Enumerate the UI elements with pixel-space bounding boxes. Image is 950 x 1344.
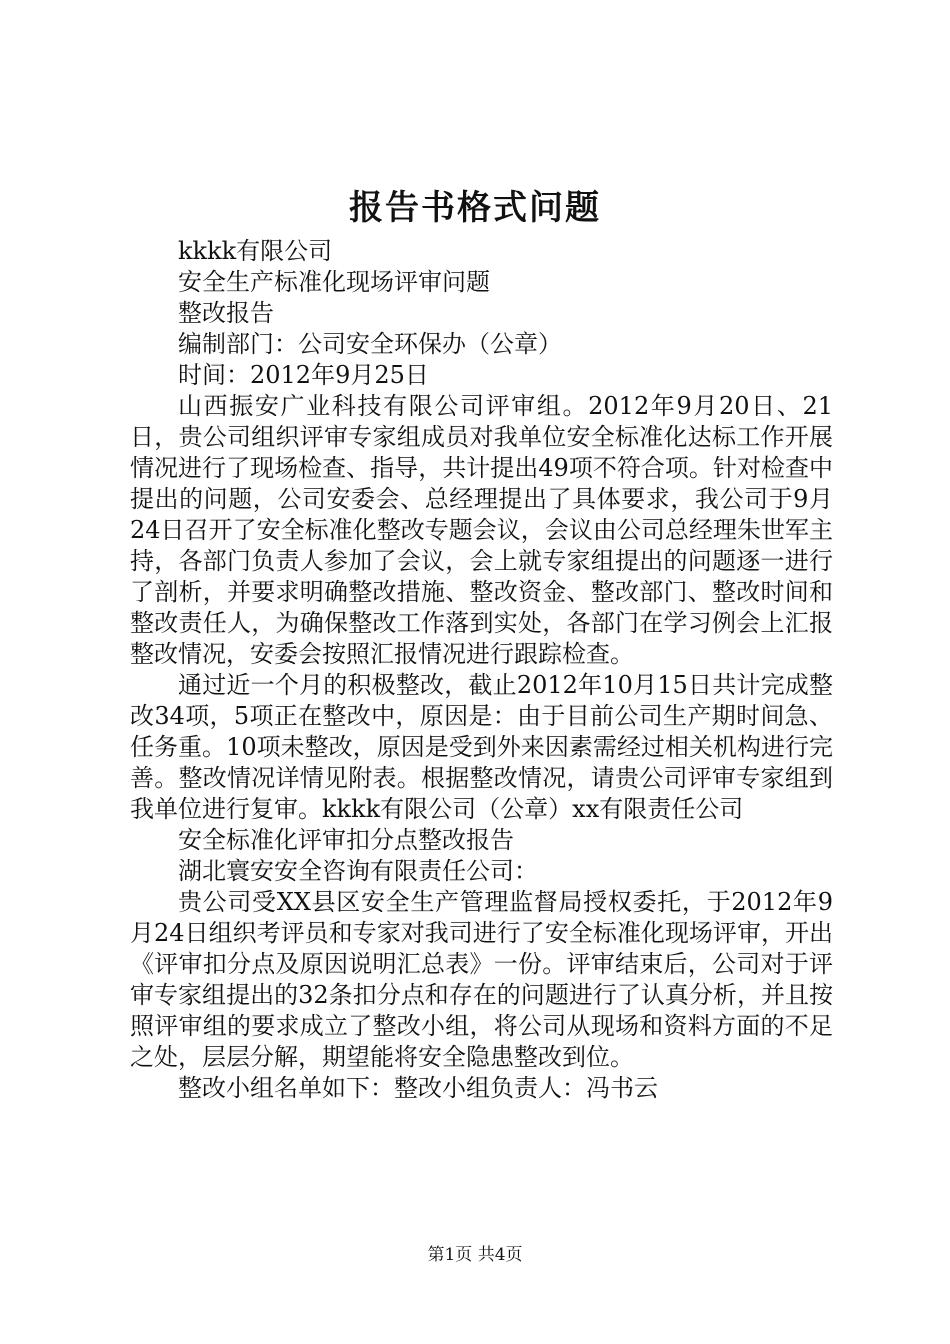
paragraph-team: 整改小组名单如下：整改小组负责人：冯书云	[178, 1074, 658, 1102]
paragraph-body-1: 山西振安广业科技有限公司评审组。2012年9月20日、21日，贵公司组织评审专家组成员对我单位安全标准化达标工作开展情况进行了现场检查、指导，共计提出49项不符合项。针对检查中提出的问题，公司安委会、总经理提出了具体要求，我公司于9月24日召开了安全标准化整改专题会议，会议由公司总经理朱世军主持，各部门负责人参加了会议，会上就专家组提出的问题逐一进行了剖析，并要求明确整改措施、整改资金、整改部门、整改时间和整改责任人，为确保整改工作落到实处，各部门在学习例会上汇报整改情况，安委会按照汇报情况进行跟踪检查。	[130, 392, 833, 668]
paragraph-body-2: 通过近一个月的积极整改，截止2012年10月15日共计完成整改34项，5项正在整改中，原因是：由于目前公司生产期时间急、任务重。10项未整改，原因是受到外来因素需经过相关机构进行完善。整改情况详情见附表。根据整改情况，请贵公司评审专家组到我单位进行复审。kkkk有限公司（公章）xx有限责任公司	[130, 671, 833, 823]
paragraph-department: 编制部门：公司安全环保办（公章）	[178, 330, 562, 358]
paragraph-date: 时间：2012年9月25日	[178, 361, 429, 389]
paragraph-section-title: 安全标准化评审扣分点整改报告	[178, 826, 514, 854]
document-title: 报告书格式问题	[349, 188, 601, 228]
paragraph-report-type: 整改报告	[178, 299, 274, 327]
paragraph-subject: 安全生产标准化现场评审问题	[178, 268, 490, 296]
document-body	[130, 236, 833, 1104]
paragraph-addressee: 湖北寰安安全咨询有限责任公司：	[178, 857, 538, 885]
page-footer: 第1页 共4页	[427, 1245, 523, 1265]
paragraph-body-3: 贵公司受XX县区安全生产管理监督局授权委托，于2012年9月24日组织考评员和专家对我司进行了安全标准化现场评审，开出《评审扣分点及原因说明汇总表》一份。评审结束后，公司对于评审专家组提出的32条扣分点和存在的问题进行了认真分析，并且按照评审组的要求成立了整改小组，将公司从现场和资料方面的不足之处，层层分解，期望能将安全隐患整改到位。	[130, 888, 833, 1071]
paragraph-company: kkkk有限公司	[178, 237, 333, 265]
